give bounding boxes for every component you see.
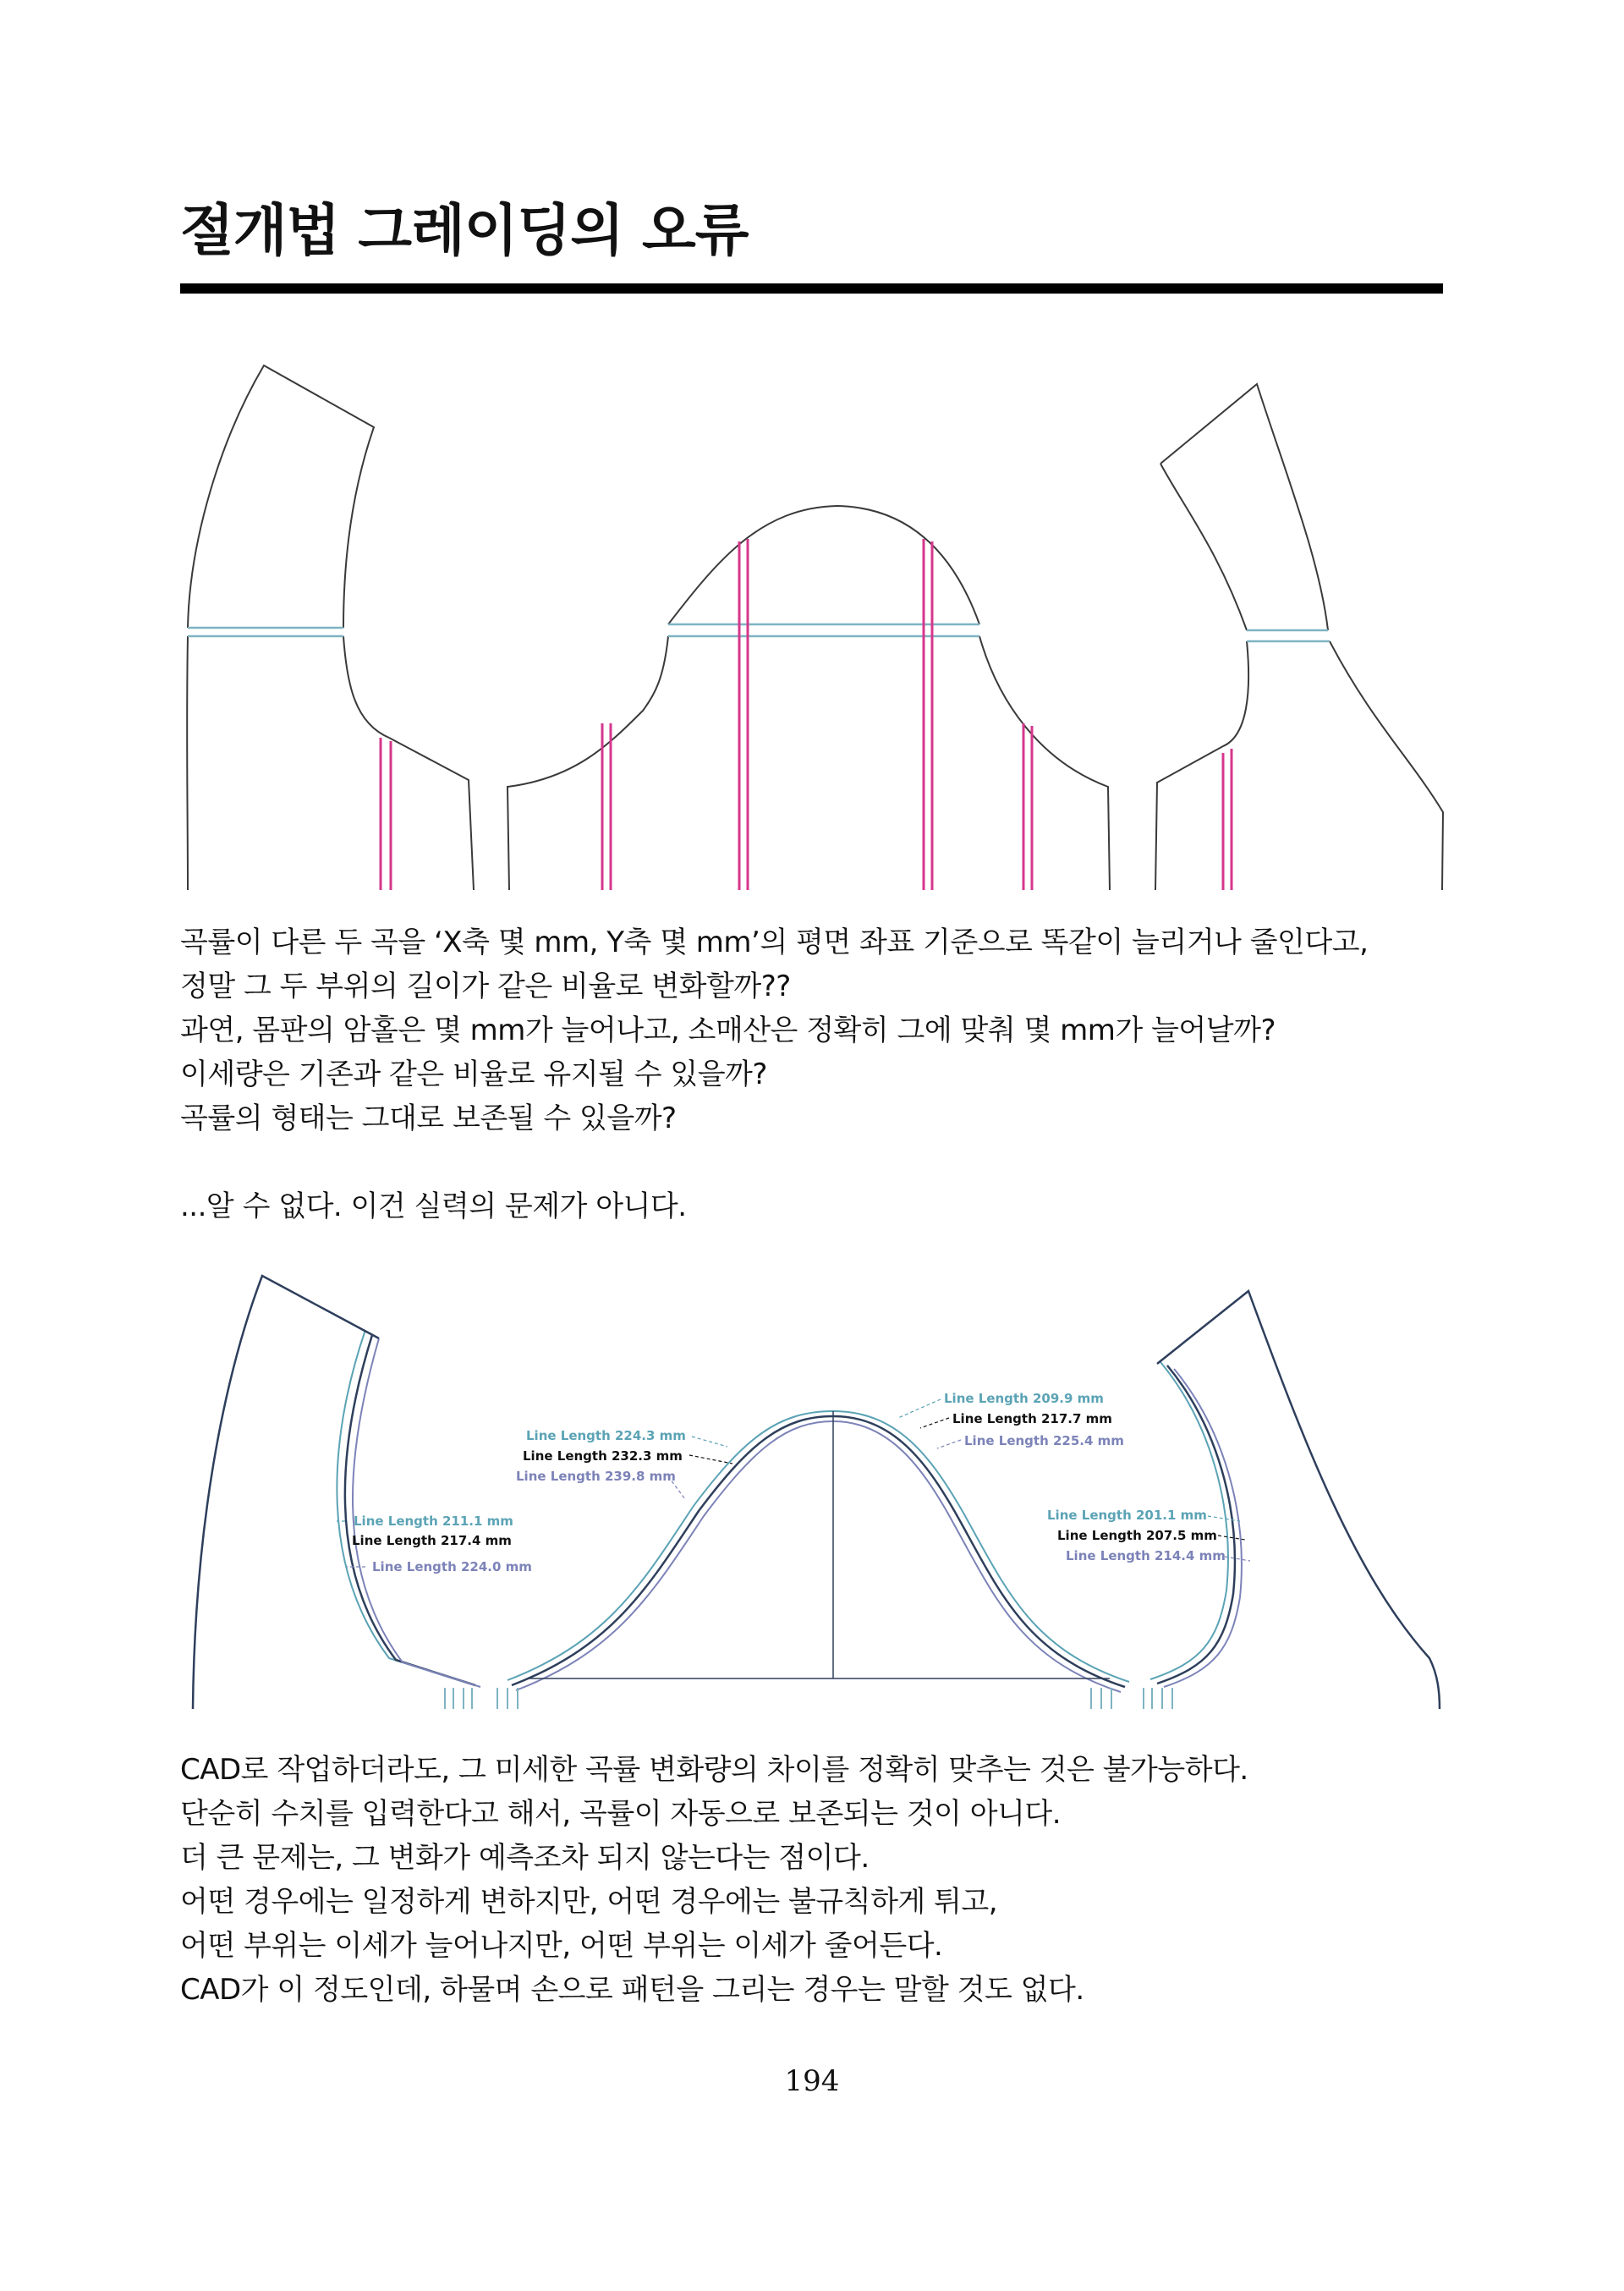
cut-line-sleeve-1: [602, 723, 611, 890]
sleeve-cap-front-length-large: Line Length 239.8 mm: [516, 1469, 676, 1484]
cut-line-sleeve-3: [924, 539, 932, 890]
front-bodice-lower: [187, 636, 474, 890]
paragraph-1: [180, 920, 1368, 1228]
front-armhole-small: [337, 1330, 469, 1684]
paragraph-line: 어떤 경우에는 일정하게 변하지만, 어떤 경우에는 불규칙하게 튀고,: [180, 1885, 998, 1919]
paragraph-line: CAD로 작업하더라도, 그 미세한 곡률 변화량의 차이를 정확히 맞추는 것은 불가능하다.: [180, 1753, 1248, 1787]
paragraph-line: 어떤 부위는 이세가 늘어나지만, 어떤 부위는 이세가 줄어든다.: [180, 1929, 943, 1963]
cut-line-sleeve-2: [739, 539, 748, 890]
sleeve-cap-front-length-small: Line Length 224.3 mm: [526, 1428, 686, 1443]
front-armhole-large: [353, 1338, 480, 1687]
sleeve-right-underarm: [979, 636, 1110, 890]
paragraph-line: 더 큰 문제는, 그 변화가 예측조차 되지 않는다는 점이다.: [180, 1841, 870, 1875]
paragraph-line: 이세량은 기존과 같은 비율로 유지될 수 있을까?: [180, 1058, 767, 1091]
cut-line-sleeve-4: [1023, 723, 1032, 890]
paragraph-2: [180, 1748, 1248, 2012]
back-armhole-length-large: Line Length 214.4 mm: [1066, 1548, 1226, 1563]
back-armhole-length-base: Line Length 207.5 mm: [1057, 1528, 1217, 1543]
sleeve-side-lines: [497, 1688, 1111, 1709]
cut-line-front: [381, 738, 391, 890]
page-number: 194: [784, 2064, 840, 2098]
sleeve-cap-back-length-large: Line Length 225.4 mm: [964, 1433, 1124, 1448]
paragraph-line: 과연, 몸판의 암홀은 몇 mm가 늘어나고, 소매산은 정확히 그에 맞춰 몇 mm가 늘어날까?: [180, 1014, 1276, 1047]
front-side-lines: [445, 1688, 472, 1709]
sleeve-cap-front-length-base: Line Length 232.3 mm: [523, 1448, 683, 1464]
front-bodice-outline: [193, 1276, 379, 1709]
cad-grading-figure: [0, 1261, 1624, 1726]
front-bodice-upper: [188, 365, 374, 628]
back-bodice-lower: [1155, 641, 1443, 890]
cut-line-back: [1223, 749, 1232, 890]
paragraph-line: 단순히 수치를 입력한다고 해서, 곡률이 자동으로 보존되는 것이 아니다.: [180, 1797, 1062, 1831]
back-bodice-upper: [1160, 384, 1328, 630]
sleeve-left-underarm: [508, 636, 668, 890]
paragraph-line: 곡률의 형태는 그대로 보존될 수 있을까?: [180, 1102, 677, 1135]
paragraph-line: ...알 수 없다. 이건 실력의 문제가 아니다.: [180, 1189, 687, 1223]
grade-line-front: [188, 628, 343, 636]
paragraph-line: 곡률이 다른 두 곡을 ‘X축 몇 mm, Y축 몇 mm’의 평면 좌표 기준으로 똑같이 늘리거나 줄인다고,: [180, 926, 1369, 959]
back-side-lines: [1144, 1688, 1172, 1709]
page-title: 절개법 그레이딩의 오류: [180, 198, 749, 263]
sleeve-cap-back-length-small: Line Length 209.9 mm: [944, 1391, 1104, 1406]
grade-line-back: [1247, 630, 1330, 641]
title-underline: [180, 283, 1443, 294]
pattern-figure-slash-spread: [0, 355, 1624, 897]
paragraph-line: CAD가 이 정도인데, 하물며 손으로 패턴을 그리는 경우는 말할 것도 없다.: [180, 1973, 1084, 2007]
paragraph-line: [180, 1140, 1368, 1184]
back-bodice-outline: [1157, 1291, 1440, 1709]
front-armhole-length-large: Line Length 224.0 mm: [372, 1559, 532, 1574]
front-armhole-length-base: Line Length 217.4 mm: [352, 1533, 512, 1548]
front-armhole-base: [345, 1335, 475, 1685]
paragraph-line: 정말 그 두 부위의 길이가 같은 비율로 변화할까??: [180, 970, 791, 1003]
back-armhole-base: [1157, 1365, 1235, 1684]
back-armhole-length-small: Line Length 201.1 mm: [1047, 1508, 1207, 1523]
front-armhole-length-small: Line Length 211.1 mm: [354, 1514, 513, 1529]
sleeve-cap-back-length-base: Line Length 217.7 mm: [952, 1411, 1112, 1426]
